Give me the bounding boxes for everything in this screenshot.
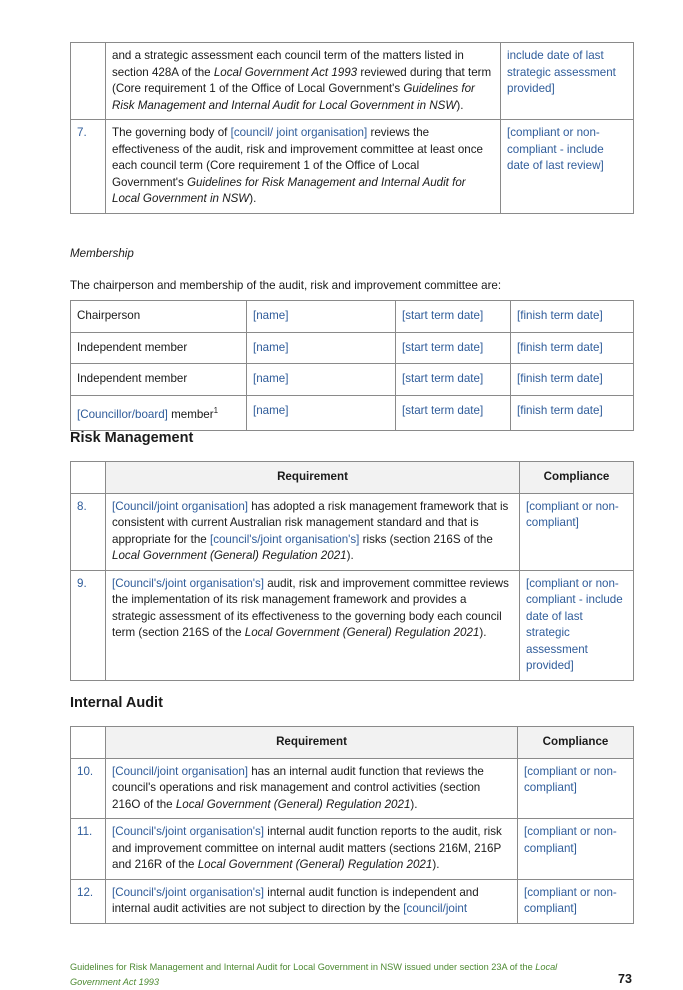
start-term-date-placeholder: [start term date] [396, 364, 511, 396]
finish-term-date-placeholder: [finish term date] [511, 364, 634, 396]
compliance-placeholder: include date of last strategic assessment provided] [501, 43, 634, 120]
footnote-marker: 1 [213, 405, 219, 415]
finish-term-date-placeholder: [finish term date] [511, 332, 634, 364]
requirement-text-segment: ). [432, 858, 440, 871]
page-number: 73 [618, 972, 632, 986]
risk-management-heading: Risk Management [70, 430, 194, 446]
compliance-placeholder: [compliant or non-compliant] [518, 758, 634, 819]
top-requirements-table [70, 42, 634, 214]
membership-row [71, 395, 634, 430]
audit-table-body [71, 758, 634, 923]
requirement-text-segment: risks (section 216S of the [359, 532, 493, 546]
requirement-number: 10. [71, 758, 106, 819]
member-name-placeholder: [name] [247, 395, 396, 430]
risk-table-body [71, 493, 634, 680]
requirement-text-segment: Guidelines for Risk Management and Internal Audit for Local Government in NSW [112, 175, 466, 205]
membership-table-body [71, 301, 634, 431]
requirement-text-segment: has adopted a risk management framework that is consistent with current Australian risk management standard and that is appropriate for the [112, 499, 509, 546]
risk-header-compliance: Compliance [520, 462, 634, 494]
membership-intro: The chairperson and membership of the audit, risk and improvement committee are: [70, 279, 502, 292]
requirement-text-segment: reviews the effectiveness of the audit, risk and improvement committee at least once each council term (Core requirement 1 of the Office of Local Government's [112, 126, 483, 189]
risk-header-blank [71, 462, 106, 494]
requirement-text-segment: ). [410, 797, 418, 811]
requirement-row [71, 570, 634, 680]
page-footer [70, 960, 590, 990]
placeholder-text: [Council's/joint organisation's] [112, 885, 265, 899]
requirement-text-segment: Local Government (General) Regulation 2021 [197, 858, 433, 871]
member-role-label: Chairperson [77, 309, 141, 322]
requirement-text-segment: internal audit function reports to the audit, risk and improvement committee on internal audit matters (sections 216M, 216P and 216R of the [112, 825, 502, 871]
requirement-text-segment: audit, risk and improvement committee reviews the implementation of its risk management framework and provides a strategic assessment of its effectiveness to the governing body each council term (section 216S of the [112, 576, 509, 639]
requirement-text-segment: Local Government (General) Regulation 2021 [112, 549, 347, 562]
audit-table-header-row [71, 727, 634, 759]
member-role [71, 301, 247, 333]
requirement-row [71, 120, 634, 214]
requirement-number: 12. [71, 879, 106, 923]
placeholder-text: [Council's/joint organisation's] [112, 825, 265, 838]
member-name-placeholder: [name] [247, 364, 396, 396]
membership-table [70, 300, 634, 431]
requirement-row [71, 819, 634, 880]
requirement-text-segment: The governing body of [112, 126, 231, 139]
requirement-text [106, 120, 501, 214]
requirement-text [106, 43, 501, 120]
placeholder-text: [Council's/joint organisation's] [112, 576, 265, 590]
requirement-text [106, 819, 518, 880]
requirement-text [106, 758, 518, 819]
requirement-number: 11. [71, 819, 106, 880]
membership-heading: Membership [70, 247, 134, 260]
start-term-date-placeholder: [start term date] [396, 395, 511, 430]
requirement-number: 9. [71, 570, 106, 680]
compliance-placeholder: [compliant or non-compliant] [518, 879, 634, 923]
requirement-row [71, 493, 634, 570]
requirement-number [71, 43, 106, 120]
membership-row [71, 332, 634, 364]
member-role-placeholder: [Councillor/board] [77, 407, 168, 421]
audit-header-blank [71, 727, 106, 759]
risk-management-table [70, 461, 634, 681]
placeholder-text: [Council/joint organisation] [112, 764, 248, 778]
start-term-date-placeholder: [start term date] [396, 332, 511, 364]
requirement-text-segment: Local Government (General) Regulation 2021 [244, 626, 480, 639]
internal-audit-table [70, 726, 634, 924]
requirement-text-segment: reviewed during that term (Core requirement 1 of the Office of Local Government's [112, 65, 492, 95]
footer-text: Guidelines for Risk Management and Internal Audit for Local Government in NSW issued under section 23A of the [70, 962, 536, 972]
compliance-placeholder: [compliant or non-compliant] [518, 819, 634, 880]
placeholder-text: [Council/joint organisation] [112, 499, 248, 513]
requirement-text-segment: ). [249, 192, 257, 205]
audit-header-compliance: Compliance [518, 727, 634, 759]
placeholder-text: [council/ joint organisation] [230, 126, 368, 139]
member-role [71, 364, 247, 396]
requirement-text-segment: ). [456, 98, 464, 112]
requirement-text-segment: has an internal audit function that reviews the council's operations and risk management and control activities (section 216O of the [112, 764, 484, 811]
requirement-text-segment: Local Government (General) Regulation 2021 [175, 797, 411, 811]
requirement-row [71, 758, 634, 819]
audit-header-requirement: Requirement [106, 727, 518, 759]
top-table-body [71, 43, 634, 214]
member-name-placeholder: [name] [247, 332, 396, 364]
placeholder-text: [council/joint [403, 902, 468, 915]
finish-term-date-placeholder: [finish term date] [511, 301, 634, 333]
compliance-placeholder: [compliant or non-compliant - include date of last review] [501, 120, 634, 214]
risk-table-header-row [71, 462, 634, 494]
requirement-text-segment: ). [479, 626, 487, 639]
requirement-text-segment: internal audit function is independent and internal audit activities are not subject to direction by the [112, 885, 479, 915]
risk-header-requirement: Requirement [106, 462, 520, 494]
member-role [71, 332, 247, 364]
requirement-text [106, 879, 518, 923]
member-role-label: Independent member [77, 340, 188, 354]
requirement-row [71, 879, 634, 923]
requirement-text-segment: and a strategic assessment each council term of the matters listed in section 428A of the [112, 49, 464, 79]
footer-text-italic: Local Government Act 1993 [70, 962, 558, 987]
member-role [71, 395, 247, 430]
requirement-text-segment: Guidelines for Risk Management and Internal Audit for Local Government in NSW [112, 82, 475, 112]
requirement-text-segment: Local Government Act 1993 [213, 65, 358, 79]
requirement-text-segment: ). [346, 549, 354, 562]
requirement-number: 7. [71, 120, 106, 214]
internal-audit-heading: Internal Audit [70, 695, 163, 711]
requirement-text [106, 493, 520, 570]
membership-row [71, 364, 634, 396]
compliance-placeholder: [compliant or non-compliant - include date of last strategic assessment provided] [520, 570, 634, 680]
member-role-label: Independent member [77, 372, 188, 385]
membership-row [71, 301, 634, 333]
start-term-date-placeholder: [start term date] [396, 301, 511, 333]
member-name-placeholder: [name] [247, 301, 396, 333]
requirement-text [106, 570, 520, 680]
placeholder-text: [council's/joint organisation's] [209, 532, 360, 546]
compliance-placeholder: [compliant or non-compliant] [520, 493, 634, 570]
requirement-row [71, 43, 634, 120]
requirement-number: 8. [71, 493, 106, 570]
finish-term-date-placeholder: [finish term date] [511, 395, 634, 430]
member-role-label: member [167, 407, 214, 421]
